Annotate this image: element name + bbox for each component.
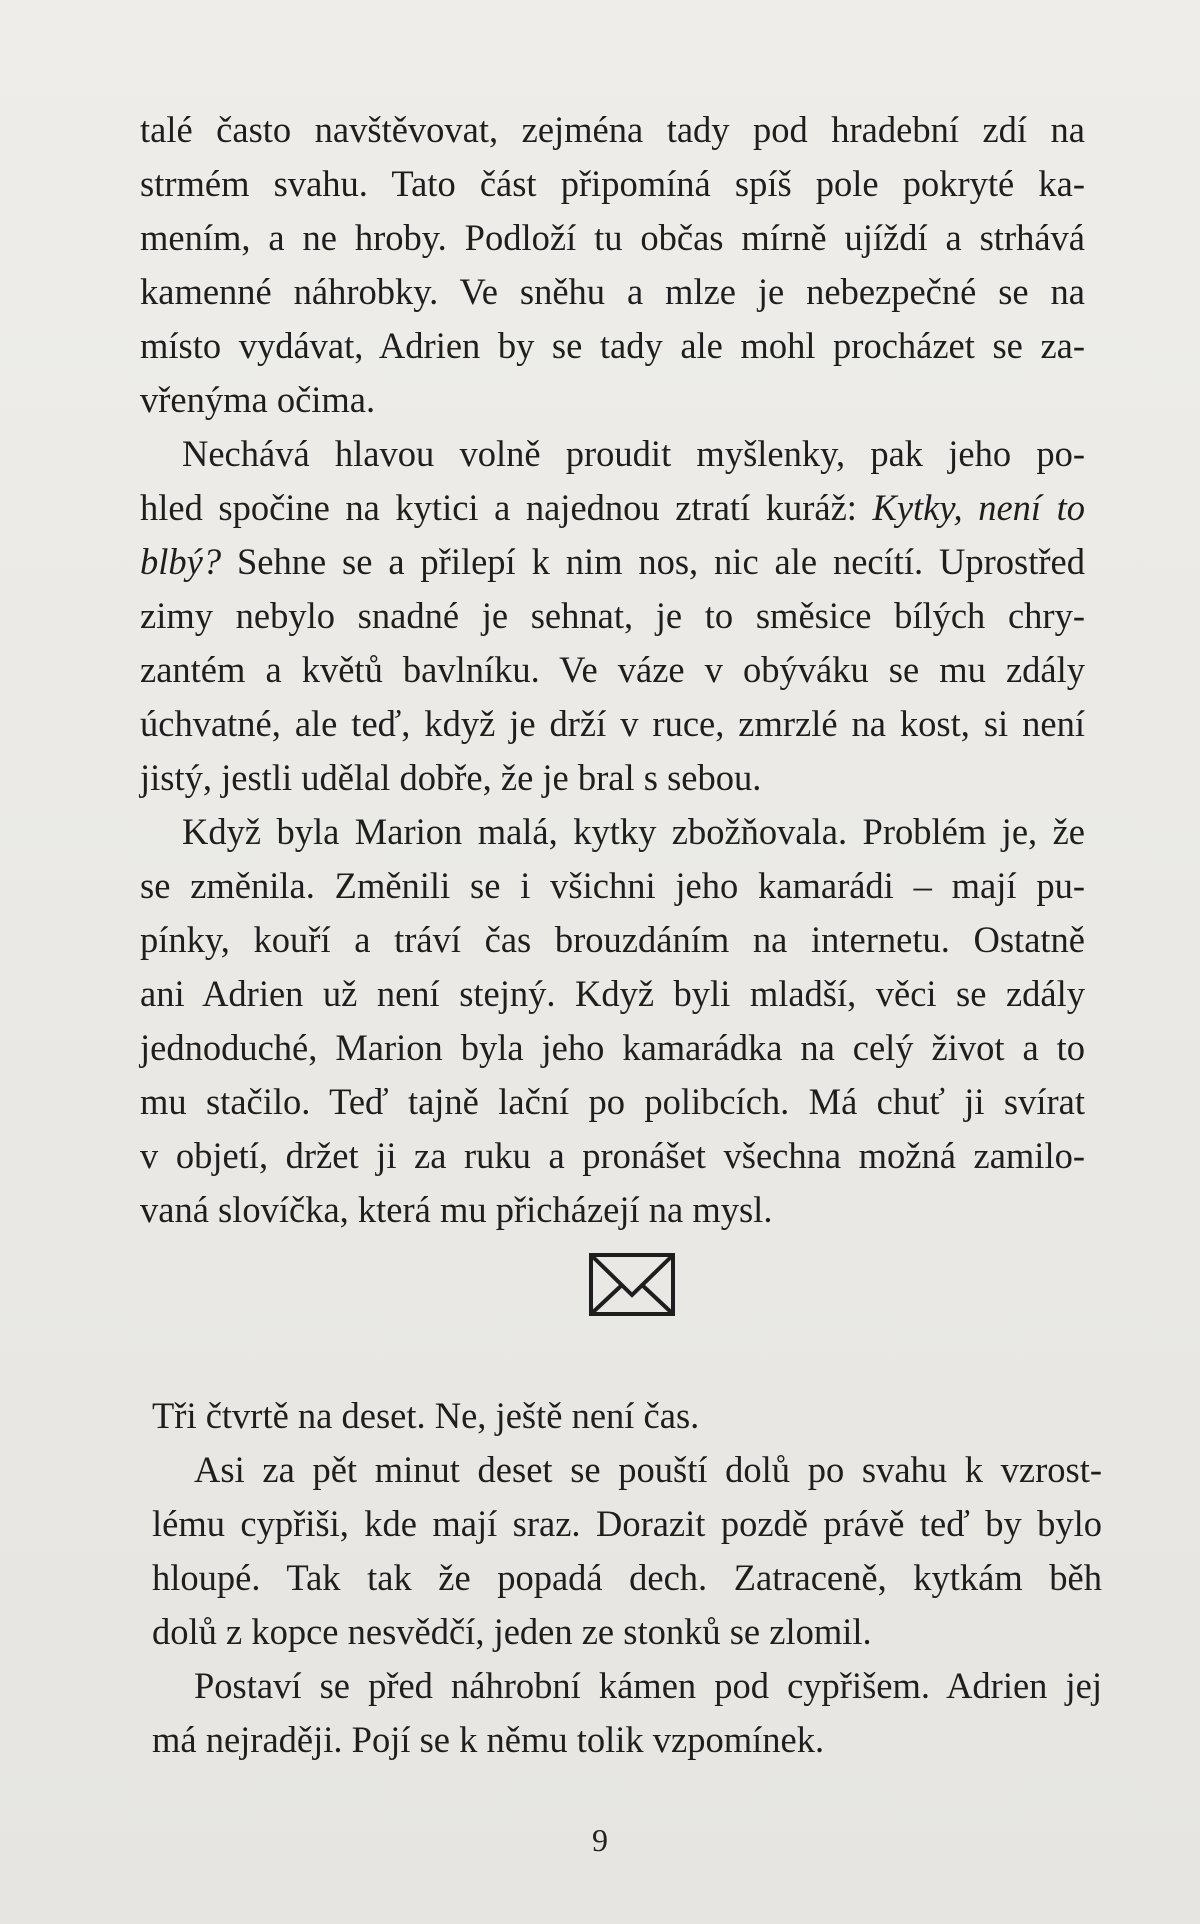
text-line xyxy=(140,481,1085,535)
text-line: zimy nebylo snadné je sehnat, je to směsice bílých chry- xyxy=(140,595,1085,636)
text-line: Postaví se před náhrobní kámen pod cypřišem. Adrien jej xyxy=(194,1665,1102,1706)
text-line: hloupé. Tak tak že popadá dech. Zatraceně, kytkám běh xyxy=(152,1557,1102,1598)
text-section-2 xyxy=(152,1389,1102,1767)
text-line: ani Adrien už není stejný. Když byli mladší, věci se zdály xyxy=(140,973,1085,1014)
text-line: jistý, jestli udělal dobře, že je bral s sebou. xyxy=(140,757,762,798)
text-line: úchvatné, ale teď, když je drží v ruce, zmrzlé na kost, si není xyxy=(140,703,1085,744)
text-line: pínky, kouří a tráví čas brouzdáním na internetu. Ostatně xyxy=(140,919,1085,960)
text-line: kamenné náhrobky. Ve sněhu a mlze je nebezpečné se na xyxy=(140,271,1085,312)
text-line: mením, a ne hroby. Podloží tu občas mírně ujíždí a strhává xyxy=(140,217,1085,258)
text-line: mu stačilo. Teď tajně lační po polibcích. Má chuť ji svírat xyxy=(140,1081,1085,1122)
text-line: zantém a květů bavlníku. Ve váze v obýváku se mu zdály xyxy=(140,649,1085,690)
text-line xyxy=(140,535,1085,589)
text-line: strmém svahu. Tato část připomíná spíš pole pokryté ka- xyxy=(140,163,1085,204)
text-line: v objetí, držet ji za ruku a pronášet všechna možná zamilo- xyxy=(140,1135,1085,1176)
text-section-1 xyxy=(140,103,1085,1237)
envelope-icon xyxy=(589,1253,675,1316)
text-span: hled spočine na kytici a najednou ztratí kuráž: xyxy=(140,487,873,528)
text-line: Tři čtvrtě na deset. Ne, ještě není čas. xyxy=(152,1395,700,1436)
italic-text: Kytky, není to xyxy=(872,487,1085,528)
text-line: vaná slovíčka, která mu přicházejí na mysl. xyxy=(140,1189,773,1230)
text-line: jednoduché, Marion byla jeho kamarádka na celý život a to xyxy=(140,1027,1085,1068)
text-line: Nechává hlavou volně proudit myšlenky, pak jeho po- xyxy=(182,433,1085,474)
text-line: lému cypřiši, kde mají sraz. Dorazit pozdě právě teď by bylo xyxy=(152,1503,1102,1544)
text-line: má nejraději. Pojí se k němu tolik vzpomínek. xyxy=(152,1719,825,1760)
text-line: dolů z kopce nesvědčí, jeden ze stonků se zlomil. xyxy=(152,1611,872,1652)
italic-text: blbý? xyxy=(140,541,222,582)
text-line: talé často navštěvovat, zejména tady pod hradební zdí na xyxy=(140,109,1085,150)
page-number: 9 xyxy=(592,1822,608,1858)
text-line: se změnila. Změnili se i všichni jeho kamarádi – mají pu- xyxy=(140,865,1085,906)
text-line: Asi za pět minut deset se pouští dolů po svahu k vzrost- xyxy=(194,1449,1102,1490)
text-line: vřenýma očima. xyxy=(140,379,376,420)
text-span: Sehne se a přilepí k nim nos, nic ale necítí. Uprostřed xyxy=(221,541,1085,582)
text-line: Když byla Marion malá, kytky zbožňovala. Problém je, že xyxy=(182,811,1085,852)
text-line: místo vydávat, Adrien by se tady ale mohl procházet se za- xyxy=(140,325,1085,366)
